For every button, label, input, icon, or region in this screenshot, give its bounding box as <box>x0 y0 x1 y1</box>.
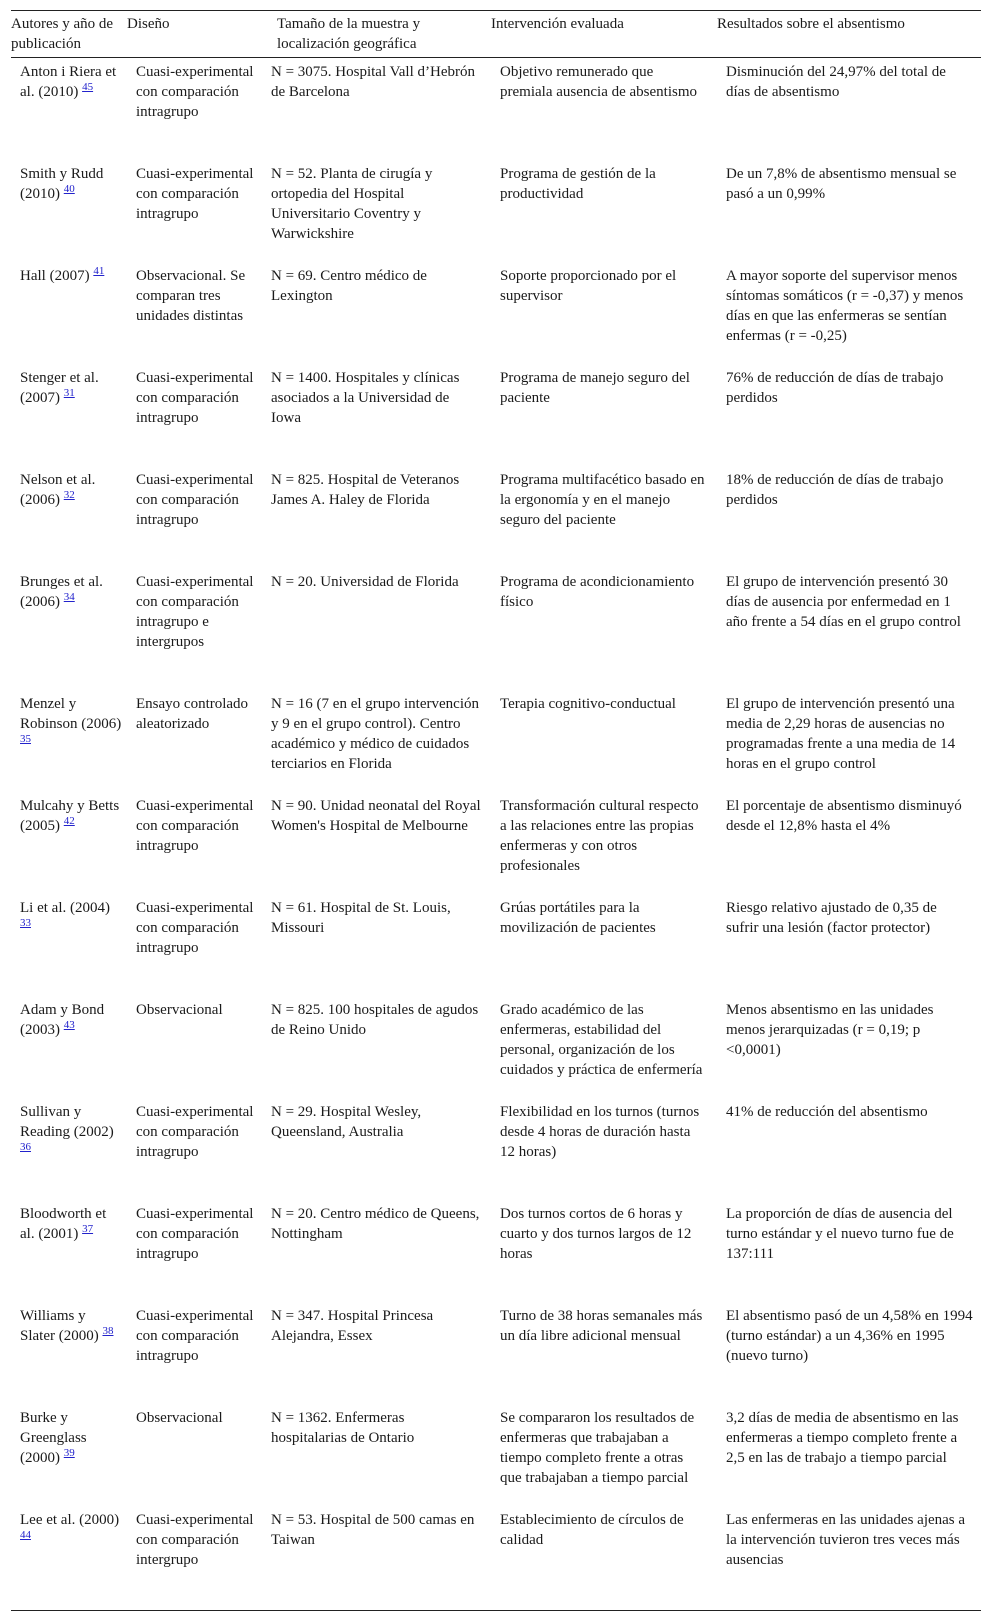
cell-results: 41% de reducción del absentismo <box>726 1104 928 1120</box>
cell-author <box>11 1304 127 1406</box>
cell-design: Cuasi-experimental con comparación intragrupo e intergrupos <box>136 574 254 650</box>
cell-results: 18% de reducción de días de trabajo perdidos <box>726 472 944 508</box>
cell-sample: N = 69. Centro médico de Lexington <box>271 268 427 304</box>
cell-design: Cuasi-experimental con comparación intragrupo <box>136 472 254 528</box>
cell-results: El grupo de intervención presentó 30 días de ausencia por enfermedad en 1 año frente a 54 días en el grupo control <box>726 574 961 630</box>
header-intervention: Intervención evaluada <box>491 11 717 58</box>
cell-sample: N = 16 (7 en el grupo intervención y 9 en el grupo control). Centro académico y médico de cuidados terciarios en Florida <box>271 696 479 772</box>
author-text: Stenger et al. (2007) <box>20 370 99 406</box>
header-authors: Autores y año de publicación <box>11 11 127 58</box>
cell-results: El grupo de intervención presentó una media de 2,29 horas de ausencias no programadas frente a una media de 14 horas en el grupo control <box>726 696 956 772</box>
table-row <box>11 366 981 468</box>
cell-author <box>11 1406 127 1508</box>
author-text: Smith y Rudd (2010) <box>20 166 104 202</box>
cell-results: De un 7,8% de absentismo mensual se pasó a un 0,99% <box>726 166 957 202</box>
cell-author <box>11 1508 127 1611</box>
author-text: Williams y Slater (2000) <box>20 1308 99 1344</box>
cell-sample: N = 29. Hospital Wesley, Queensland, Australia <box>271 1104 422 1140</box>
cell-design: Cuasi-experimental con comparación intragrupo <box>136 370 254 426</box>
cell-sample: N = 825. 100 hospitales de agudos de Reino Unido <box>271 1002 479 1038</box>
cell-design: Cuasi-experimental con comparación intragrupo <box>136 1308 254 1364</box>
cell-author <box>11 998 127 1100</box>
cell-sample: N = 20. Centro médico de Queens, Nottingham <box>271 1206 480 1242</box>
cell-author <box>11 1100 127 1202</box>
reference-link[interactable]: 42 <box>63 815 75 827</box>
cell-intervention: Flexibilidad en los turnos (turnos desde 4 horas de duración hasta 12 horas) <box>500 1104 700 1160</box>
cell-intervention: Programa de acondicionamiento físico <box>500 574 695 610</box>
cell-sample: N = 52. Planta de cirugía y ortopedia del Hospital Universitario Coventry y Warwickshire <box>271 166 433 242</box>
cell-results: Menos absentismo en las unidades menos jerarquizadas (r = 0,19; p <0,0001) <box>726 1002 934 1058</box>
reference-link[interactable]: 39 <box>63 1447 75 1459</box>
cell-results: La proporción de días de ausencia del turno estándar y el nuevo turno fue de 137:111 <box>726 1206 954 1262</box>
cell-intervention: Grúas portátiles para la movilización de pacientes <box>500 900 656 936</box>
reference-link[interactable]: 37 <box>82 1223 94 1235</box>
cell-design: Ensayo controlado aleatorizado <box>136 696 249 732</box>
table-row <box>11 896 981 998</box>
cell-sample: N = 825. Hospital de Veteranos James A. Haley de Florida <box>271 472 460 508</box>
cell-author <box>11 58 127 163</box>
cell-results: 3,2 días de media de absentismo en las enfermeras a tiempo completo frente a 2,5 en las de trabajo a tiempo parcial <box>726 1410 959 1466</box>
reference-link[interactable]: 38 <box>102 1325 114 1337</box>
cell-author <box>11 794 127 896</box>
cell-design: Cuasi-experimental con comparación intragrupo <box>136 166 254 222</box>
cell-design: Cuasi-experimental con comparación intergrupo <box>136 1512 254 1568</box>
cell-design: Observacional <box>136 1002 223 1018</box>
reference-link[interactable]: 31 <box>63 387 75 399</box>
cell-results: 76% de reducción de días de trabajo perdidos <box>726 370 944 406</box>
table-row <box>11 794 981 896</box>
table-row <box>11 468 981 570</box>
cell-sample: N = 53. Hospital de 500 camas en Taiwan <box>271 1512 475 1548</box>
cell-sample: N = 90. Unidad neonatal del Royal Women's Hospital de Melbourne <box>271 798 481 834</box>
reference-link[interactable]: 33 <box>20 917 31 929</box>
absenteeism-studies-table <box>11 10 981 1611</box>
cell-intervention: Soporte proporcionado por el supervisor <box>500 268 677 304</box>
table-row <box>11 1406 981 1508</box>
table-row <box>11 264 981 366</box>
cell-sample: N = 1362. Enfermeras hospitalarias de Ontario <box>271 1410 415 1446</box>
cell-design: Cuasi-experimental con comparación intragrupo <box>136 64 254 120</box>
table-row <box>11 1100 981 1202</box>
cell-intervention: Programa de manejo seguro del paciente <box>500 370 690 406</box>
author-text: Lee et al. (2000) <box>20 1512 120 1528</box>
cell-intervention: Programa multifacético basado en la ergonomía y en el manejo seguro del paciente <box>500 472 705 528</box>
cell-intervention: Grado académico de las enfermeras, estabilidad del personal, organización de los cuidados y práctica de enfermería <box>500 1002 703 1078</box>
table-row <box>11 692 981 794</box>
author-text: Li et al. (2004) <box>20 900 110 916</box>
author-text: Mulcahy y Betts (2005) <box>20 798 120 834</box>
reference-link[interactable]: 36 <box>20 1141 31 1153</box>
table-row <box>11 1202 981 1304</box>
cell-results: A mayor soporte del supervisor menos síntomas somáticos (r = -0,37) y menos días en que las enfermeras se sentían enfermas (r = -0,25) <box>726 268 964 344</box>
reference-link[interactable]: 44 <box>20 1529 31 1541</box>
reference-link[interactable]: 43 <box>63 1019 75 1031</box>
cell-sample: N = 3075. Hospital Vall d’Hebrón de Barcelona <box>271 64 475 100</box>
cell-intervention: Se compararon los resultados de enfermeras que trabajaban a tiempo completo frente a otras que trabajaban a tiempo parcial <box>500 1410 695 1486</box>
cell-design: Cuasi-experimental con comparación intragrupo <box>136 900 254 956</box>
cell-results: El porcentaje de absentismo disminuyó desde el 12,8% hasta el 4% <box>726 798 962 834</box>
cell-design: Cuasi-experimental con comparación intragrupo <box>136 1206 254 1262</box>
reference-link[interactable]: 34 <box>63 591 75 603</box>
cell-sample: N = 1400. Hospitales y clínicas asociados a la Universidad de Iowa <box>271 370 460 426</box>
cell-design: Observacional <box>136 1410 223 1426</box>
cell-author <box>11 162 127 264</box>
header-sample: Tamaño de la muestra y localización geográfica <box>262 11 491 58</box>
cell-results: Disminución del 24,97% del total de días de absentismo <box>726 64 946 100</box>
table-row <box>11 58 981 163</box>
cell-author <box>11 692 127 794</box>
cell-design: Cuasi-experimental con comparación intragrupo <box>136 798 254 854</box>
reference-link[interactable]: 40 <box>63 183 75 195</box>
reference-link[interactable]: 45 <box>82 81 94 93</box>
cell-intervention: Objetivo remunerado que premiala ausencia de absentismo <box>500 64 698 100</box>
cell-author <box>11 264 127 366</box>
cell-author <box>11 366 127 468</box>
table-body <box>11 58 981 1611</box>
table-header-row <box>11 11 981 58</box>
header-results: Resultados sobre el absentismo <box>717 11 981 58</box>
cell-intervention: Terapia cognitivo-conductual <box>500 696 676 712</box>
cell-intervention: Establecimiento de círculos de calidad <box>500 1512 684 1548</box>
reference-link[interactable]: 41 <box>93 265 105 277</box>
author-text: Brunges et al. (2006) <box>20 574 103 610</box>
cell-author <box>11 1202 127 1304</box>
header-design: Diseño <box>127 11 262 58</box>
reference-link[interactable]: 32 <box>63 489 75 501</box>
table-wrapper <box>11 10 981 1611</box>
cell-author <box>11 570 127 692</box>
table-row <box>11 1304 981 1406</box>
table-row <box>11 570 981 692</box>
cell-sample: N = 61. Hospital de St. Louis, Missouri <box>271 900 451 936</box>
author-text: Bloodworth et al. (2001) <box>20 1206 107 1242</box>
author-text: Hall (2007) <box>20 268 90 284</box>
cell-intervention: Transformación cultural respecto a las relaciones entre las propias enfermeras y con otros profesionales <box>500 798 699 874</box>
table-row <box>11 162 981 264</box>
author-text: Anton i Riera et al. (2010) <box>20 64 117 100</box>
cell-author <box>11 896 127 998</box>
cell-author <box>11 468 127 570</box>
author-text: Menzel y Robinson (2006) <box>20 696 122 732</box>
cell-intervention: Dos turnos cortos de 6 horas y cuarto y dos turnos largos de 12 horas <box>500 1206 692 1262</box>
author-text: Sullivan y Reading (2002) <box>20 1104 114 1140</box>
cell-results: Riesgo relativo ajustado de 0,35 de sufrir una lesión (factor protector) <box>726 900 937 936</box>
cell-intervention: Programa de gestión de la productividad <box>500 166 656 202</box>
author-text: Burke y Greenglass (2000) <box>20 1410 87 1466</box>
table-row <box>11 1508 981 1611</box>
cell-intervention: Turno de 38 horas semanales más un día libre adicional mensual <box>500 1308 703 1344</box>
cell-design: Cuasi-experimental con comparación intragrupo <box>136 1104 254 1160</box>
cell-sample: N = 347. Hospital Princesa Alejandra, Essex <box>271 1308 434 1344</box>
cell-results: El absentismo pasó de un 4,58% en 1994 (turno estándar) a un 4,36% en 1995 (nuevo turno) <box>726 1308 973 1364</box>
table-row <box>11 998 981 1100</box>
cell-design: Observacional. Se comparan tres unidades distintas <box>136 268 246 324</box>
author-text: Adam y Bond (2003) <box>20 1002 105 1038</box>
cell-sample: N = 20. Universidad de Florida <box>271 574 459 590</box>
reference-link[interactable]: 35 <box>20 733 31 745</box>
author-text: Nelson et al. (2006) <box>20 472 96 508</box>
cell-results: Las enfermeras en las unidades ajenas a la intervención tuvieron tres veces más ausencias <box>726 1512 966 1568</box>
